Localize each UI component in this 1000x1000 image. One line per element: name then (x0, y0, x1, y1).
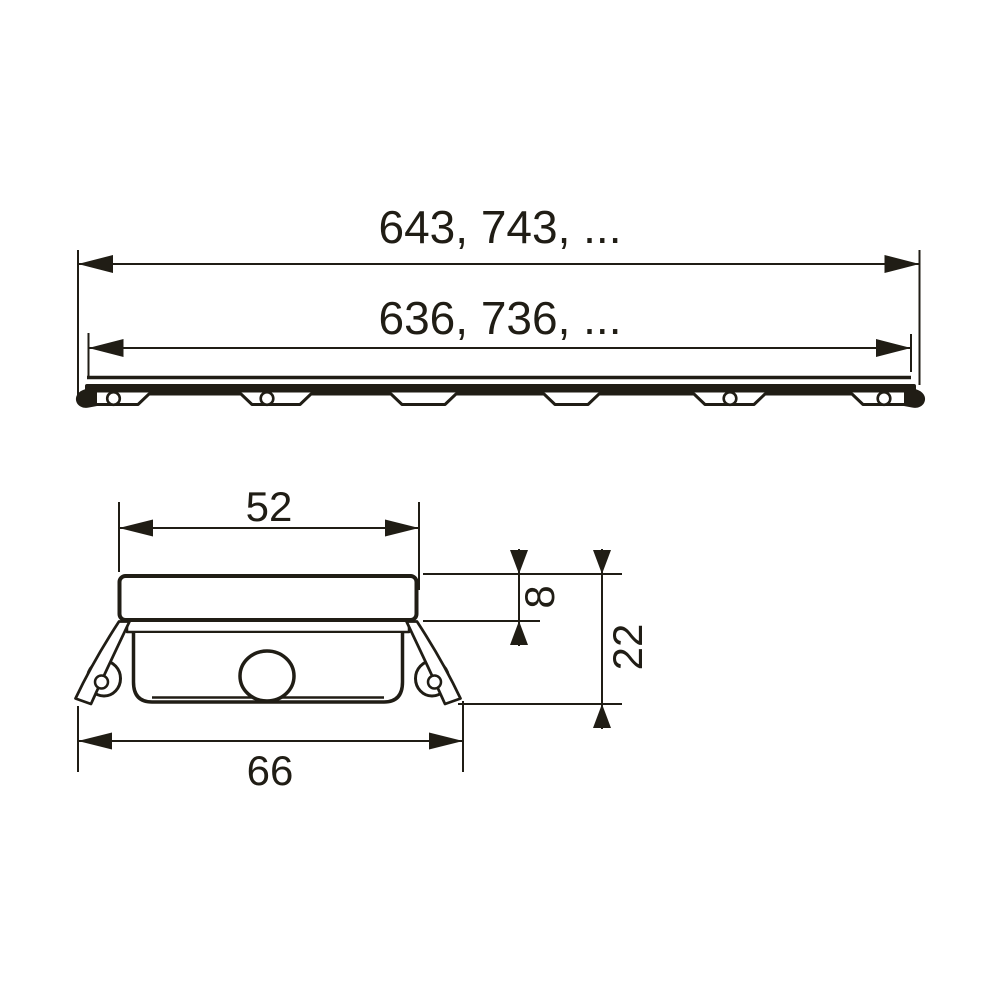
clip-eyelet-right (428, 676, 441, 689)
arrowhead-top (510, 550, 528, 574)
grate-body-bar (85, 384, 916, 393)
dimension-inner-length (89, 292, 912, 378)
arrowhead-left (119, 520, 153, 537)
dimension-grate-height (423, 549, 622, 646)
dimension-base-width (78, 701, 463, 794)
arrowhead-bottom (593, 704, 611, 728)
base-width-value: 66 (246, 747, 294, 794)
cross-section-view (76, 483, 652, 794)
outer-length-value: 643, 743, ... (378, 201, 622, 253)
top-view (76, 201, 925, 408)
inner-length-value: 636, 736, ... (378, 292, 622, 344)
grate-height-value: 8 (516, 585, 563, 609)
grate-plate (120, 576, 417, 620)
arrowhead-right (385, 520, 419, 537)
arrowhead-right (876, 339, 911, 357)
mounting-clip-left (76, 622, 130, 705)
mounting-clip-right (407, 622, 461, 705)
arrowhead-bottom (510, 621, 528, 645)
total-height-value: 22 (604, 623, 651, 671)
profile-end-cap-right (904, 388, 925, 408)
arrowhead-left (78, 255, 113, 273)
seal-lip-line (127, 622, 409, 632)
fixing-hole (261, 392, 274, 405)
channel-body (127, 622, 409, 702)
arrowhead-left (89, 339, 124, 357)
arrowhead-right (885, 255, 920, 273)
channel-profile-side-view (76, 378, 925, 408)
dimension-top-width (119, 483, 419, 590)
arrowhead-right (429, 733, 463, 750)
dimension-total-height (458, 549, 651, 729)
fixing-hole (878, 392, 891, 405)
arrowhead-left (78, 733, 112, 750)
arrowhead-top (593, 550, 611, 574)
clip-eyelet-left (95, 676, 108, 689)
profile-end-cap-left (76, 388, 97, 408)
fixing-hole (724, 392, 737, 405)
fixing-hole (107, 392, 120, 405)
profile-bottom-contour (96, 394, 906, 405)
drain-outlet-circle (240, 651, 294, 701)
top-width-value: 52 (245, 483, 293, 530)
